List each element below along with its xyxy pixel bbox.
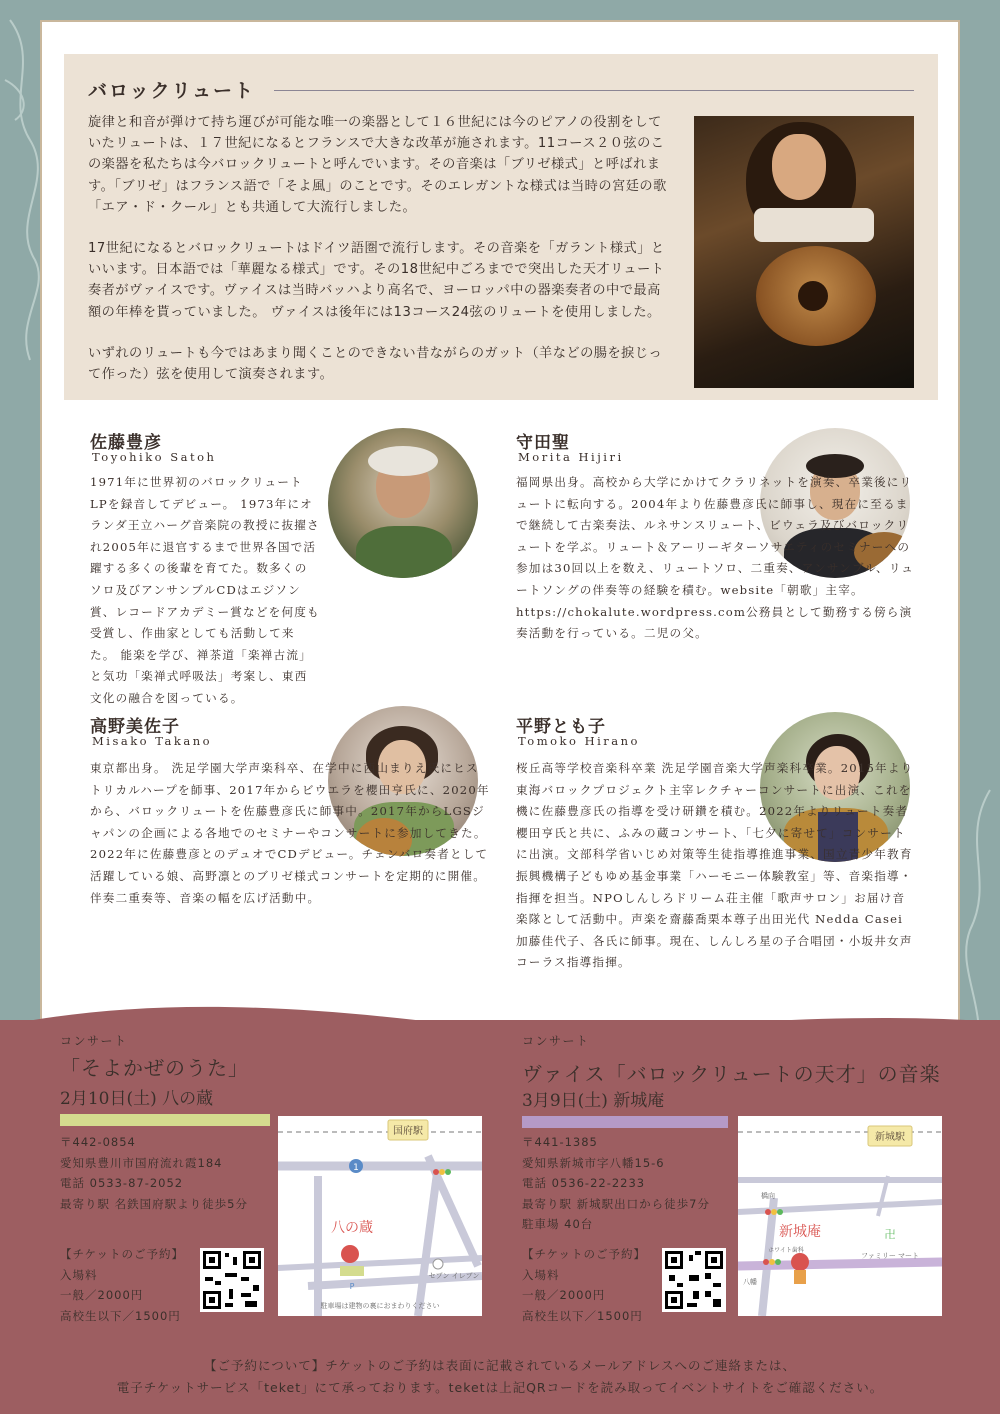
concert-label: コンサート (522, 1034, 590, 1048)
address: 愛知県新城市字八幡15-6 (522, 1155, 665, 1170)
qr-code[interactable] (662, 1248, 726, 1312)
intro-title: バロックリュート (88, 80, 256, 102)
performer-roman: Misako Takano (92, 734, 213, 748)
performer-bio: 桜丘高等学校音楽科卒業 洗足学園音楽大学声楽科卒業。2015年より東海バロックプロジェクト主宰レクチャーコンサートに出演、これを機に佐藤豊彦氏の指導を受け研鑽を積む。2022年よりリュート奏者櫻田亨氏と共に、ふみの蔵コンサート、「七夕に寄せて」コンサートに出演。文部科学省いじめ対策等生徒指導推進事業、国立青少年教育振興機構子どもゆめ基金事業「ハーモニー体験教室」等、音楽指導・指揮を担当。NPOしんしろドリーム荘主催「歌声サロン」お届け音楽隊として活動中。声楽を齋藤喬栗本尊子出田光代 Nedda Casei 加藤佳代子、各氏に師事。現在、しんしろ星の子合唱団・小坂井女声コーラス指導指揮。 (516, 761, 914, 970)
portrait-face (772, 134, 826, 200)
map-note: 駐車場は建物の裏におまわりください (320, 1302, 440, 1310)
concert-label: コンサート (60, 1034, 128, 1048)
ticket-price-student: 高校生以下／1500円 (522, 1308, 643, 1323)
performer-name: 平野とも子 (516, 717, 606, 737)
intro-paragraph: いずれのリュートも今ではあまり聞くことのできない昔ながらのガット（羊などの腸を捩じって作った）弦を使用して演奏されます。 (88, 345, 663, 383)
nearest-station: 最寄り駅 名鉄国府駅より徒歩5分 (60, 1196, 248, 1211)
venue-info (522, 1132, 710, 1235)
portrait-collar (754, 208, 874, 242)
map-venue: 新城庵 (779, 1224, 821, 1240)
phone: 電話 0533-87-2052 (60, 1176, 184, 1190)
intro-section (64, 54, 938, 400)
intro-paragraph: 旋律と和音が弾けて持ち運びが可能な唯一の楽器として１６世紀には今のピアノの役割をしていたリュートは、１７世紀になるとフランスで大きな改革が施されます。11コース２０弦のこの楽器を私たちは今バロックリュートと呼んでいます。その音楽は「ブリゼ様式」と呼ばれます。「ブリゼ」はフランス語で「そよ風」のことです。そのエレガントな様式は当時の宮廷の歌「エア・ド・クール」とも共通して大流行しました。 (88, 115, 667, 215)
intro-paragraph: 17世紀になるとバロックリュートはドイツ語圏で流行します。その音楽を「ガラント様式」といいます。日本語では「華麗なる様式」です。その18世紀中ごろまでで突出した天才リュート奏者がヴァイスです。ヴァイスは当時バッハより高名で、ヨーロッパ中の器楽奏者の中で最高額の年棒を貰っていました。 ヴァイスは後年には13コース24弦のリュートを使用しました。 (88, 241, 665, 320)
ticket-label: 入場料 (522, 1267, 560, 1282)
map-venue: 八の蔵 (331, 1220, 373, 1236)
postal-code: 〒441-1385 (522, 1135, 598, 1149)
title-rule (274, 90, 914, 91)
map-station: 新城駅 (875, 1132, 905, 1143)
performer-bio: 1971年に世界初のバロックリュートLPを録音してデビュー。 1973年にオランダ王立ハーグ音楽院の教授に抜擢され2005年に退官するまで世界各国で活躍する多くの後輩を育てた。数多くのソロ及びアンサンブルCDはエジソン賞、レコードアカデミー賞などを何度も受賞し、作曲家としても活動して来た。 能楽を学び、禅茶道「楽禅古流」と気功「楽禅式呼吸法」考案し、東西文化の融合を図っている。 (90, 475, 320, 705)
map-store: ファミリー マート (860, 1252, 920, 1260)
ticket-price-general: 一般／2000円 (60, 1288, 144, 1302)
postal-code: 〒442-0854 (60, 1135, 136, 1149)
reservation-note (0, 1355, 1000, 1399)
map-route: 1 (353, 1163, 359, 1173)
ticket-label: 入場料 (60, 1267, 98, 1282)
parking-info: 駐車場 40台 (522, 1217, 594, 1231)
ticket-info (60, 1244, 184, 1326)
map-place: 橋向 (761, 1192, 775, 1200)
lute-rose (798, 281, 828, 311)
map-place: 八幡 (743, 1278, 757, 1286)
address: 愛知県豊川市国府流れ霞184 (60, 1155, 223, 1170)
ticket-price-general: 一般／2000円 (522, 1288, 606, 1302)
performer-bio: 福岡県出身。高校から大学にかけてクラリネットを演奏、卒業後にリュートに転向する。2004年より佐藤豊彦氏に師事し、現在に至るまで継続して古楽奏法、ルネサンスリュート、ビウェラ及びバロックリュートを学ぶ。リュート＆アーリーギターソサエティのセミナーへの参加は30回以上を数え、リュートソロ、二重奏、アンサンブル、リュートソングの伴奏等の経験を積む。website「朝歌」主宰。https://chokalute.wordpress.com公務員として勤務する傍ら演奏活動を行っている。二児の父。 (516, 475, 915, 641)
map-station: 国府駅 (393, 1126, 423, 1137)
performer-photo (328, 428, 478, 578)
performer-name: 佐藤豊彦 (90, 433, 162, 453)
ticket-price-student: 高校生以下／1500円 (60, 1308, 181, 1323)
performer-name: 守田聖 (516, 433, 570, 453)
map-store: セブン イレブン (428, 1272, 480, 1280)
performer-roman: Morita Hijiri (518, 450, 624, 464)
nearest-station: 最寄り駅 新城駅出口から徒歩7分 (522, 1196, 710, 1211)
phone: 電話 0536-22-2233 (522, 1176, 646, 1190)
qr-code[interactable] (200, 1248, 264, 1312)
performer-bio: 東京都出身。 洗足学園大学声楽科卒、在学中に西山まりえ氏にヒストリカルハープを師事、2017年からビウエラを櫻田亨氏に、2020年から、バロックリュートを佐藤豊彦氏に師事中。2017年からLGSジャパンの企画による各地でのセミナーやコンサートに参加してきた。2022年に佐藤豊彦とのデュオでCDデビュー。チェンバロ奏者として活躍している娘、高野凛とのブリゼ様式コンサートを定期的に開催。伴奏二重奏等、音楽の幅を広げ活動中。 (90, 761, 490, 905)
map-place: ホワイト歯科 (768, 1247, 804, 1254)
ticket-info (522, 1244, 646, 1326)
intro-text (88, 112, 672, 405)
venue-map[interactable] (738, 1116, 942, 1316)
concert-title: ヴァイス「バロックリュートの天才」の音楽 (522, 1062, 941, 1086)
map-parking: P (349, 1282, 355, 1291)
concert-date: 3月9日(土) 新城庵 (522, 1091, 665, 1111)
performer-roman: Tomoko Hirano (518, 734, 640, 748)
temple-icon: 卍 (884, 1228, 896, 1241)
ticket-heading: 【チケットのご予約】 (60, 1247, 184, 1261)
performer-roman: Toyohiko Satoh (92, 450, 217, 464)
venue-info (60, 1132, 248, 1214)
concert-date: 2月10日(土) 八の蔵 (60, 1089, 214, 1109)
concert-title: 「そよかぜのうた」 (60, 1056, 249, 1080)
ticket-heading: 【チケットのご予約】 (522, 1247, 646, 1261)
performer-name: 高野美佐子 (90, 717, 180, 737)
accent-bar (60, 1114, 270, 1126)
reservation-line: 電子チケットサービス「teket」にて承っております。teketは上記QRコードを読み取ってイベントサイトをご確認ください。 (116, 1380, 884, 1395)
accent-bar (522, 1116, 728, 1128)
reservation-line: 【ご予約について】チケットのご予約は表面に記載されているメールアドレスへのご連絡または、 (203, 1358, 796, 1373)
lutenist-portrait (694, 116, 914, 388)
venue-map[interactable] (278, 1116, 482, 1316)
